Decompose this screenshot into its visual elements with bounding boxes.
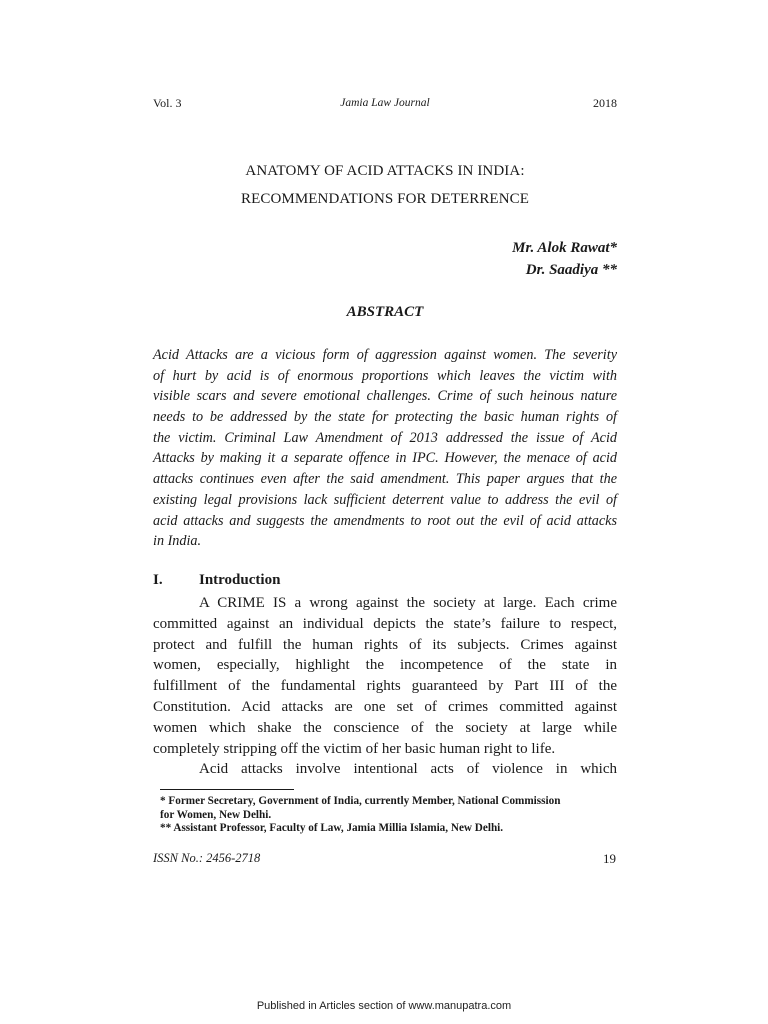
footnotes [160,795,616,836]
footnote-divider [160,789,294,790]
abstract-line: in India. [153,533,202,550]
abstract-heading: ABSTRACT [346,304,424,320]
author-1: Mr. Alok Rawat* [512,240,617,256]
abstract-line: visible scars and severe emotional challenges. Crime of such heinous nature [153,388,617,405]
footnote-2: ** Assistant Professor, Faculty of Law, Jamia Millia Islamia, New Delhi. [160,822,504,834]
volume-label: Vol. 3 [153,96,182,110]
issn-label: ISSN No.: 2456-2718 [153,851,261,865]
running-header [153,96,617,112]
journal-name: Jamia Law Journal [340,97,430,109]
year-label: 2018 [593,96,617,110]
section-number: I. [153,572,163,588]
body-line: protect and fulfill the human rights of its subjects. Crimes against [153,636,617,653]
section-title: Introduction [199,572,281,588]
abstract-line: acid attacks and suggests the amendments to root out the evil of acid attacks [153,512,617,529]
abstract-text [153,345,617,552]
body-line: Constitution. Acid attacks are one set of crimes committed against [153,698,617,715]
body-line: committed against an individual depicts the state’s failure to respect, [153,615,617,632]
publisher-note: Published in Articles section of www.manupatra.com [256,1000,512,1012]
paper-title-line-1: ANATOMY OF ACID ATTACKS IN INDIA: [245,163,525,179]
paper-title-line-2: RECOMMENDATIONS FOR DETERRENCE [240,191,529,207]
body-line: women, especially, highlight the incompetence of the state in [153,657,617,674]
body-line: completely stripping off the victim of her basic human right to life. [153,740,556,757]
body-line: women which shake the conscience of the society at large while [153,719,617,736]
abstract-line: Attacks by making it a separate offence in IPC. However, the menace of acid [153,450,617,467]
body-line: fulfillment of the fundamental rights guaranteed by Part III of the [153,678,617,695]
footnote-1-continued: for Women, New Delhi. [160,808,272,821]
body-line: Acid attacks involve intentional acts of violence in which [199,761,617,778]
author-2: Dr. Saadiya ** [525,262,617,278]
abstract-line: Acid Attacks are a vicious form of aggression against women. The severity [153,347,617,363]
page-number: 19 [603,851,616,866]
abstract-line: needs to be addressed by the state for protecting the basic human rights of [153,409,617,426]
abstract-line: existing legal provisions lack sufficient deterrent value to address the evil of [153,491,617,508]
body-line: A CRIME IS a wrong against the society at large. Each crime [199,595,617,611]
introduction-text [153,593,617,780]
abstract-line: attacks continues even after the said amendment. This paper argues that the [153,471,617,488]
abstract-line: of hurt by acid is of enormous proportions which leaves the victim with [153,367,617,384]
footnote-1: * Former Secretary, Government of India, currently Member, National Commission [160,795,561,807]
abstract-line: the victim. Criminal Law Amendment of 2013 addressed the issue of Acid [153,429,617,446]
section-heading [153,572,280,589]
